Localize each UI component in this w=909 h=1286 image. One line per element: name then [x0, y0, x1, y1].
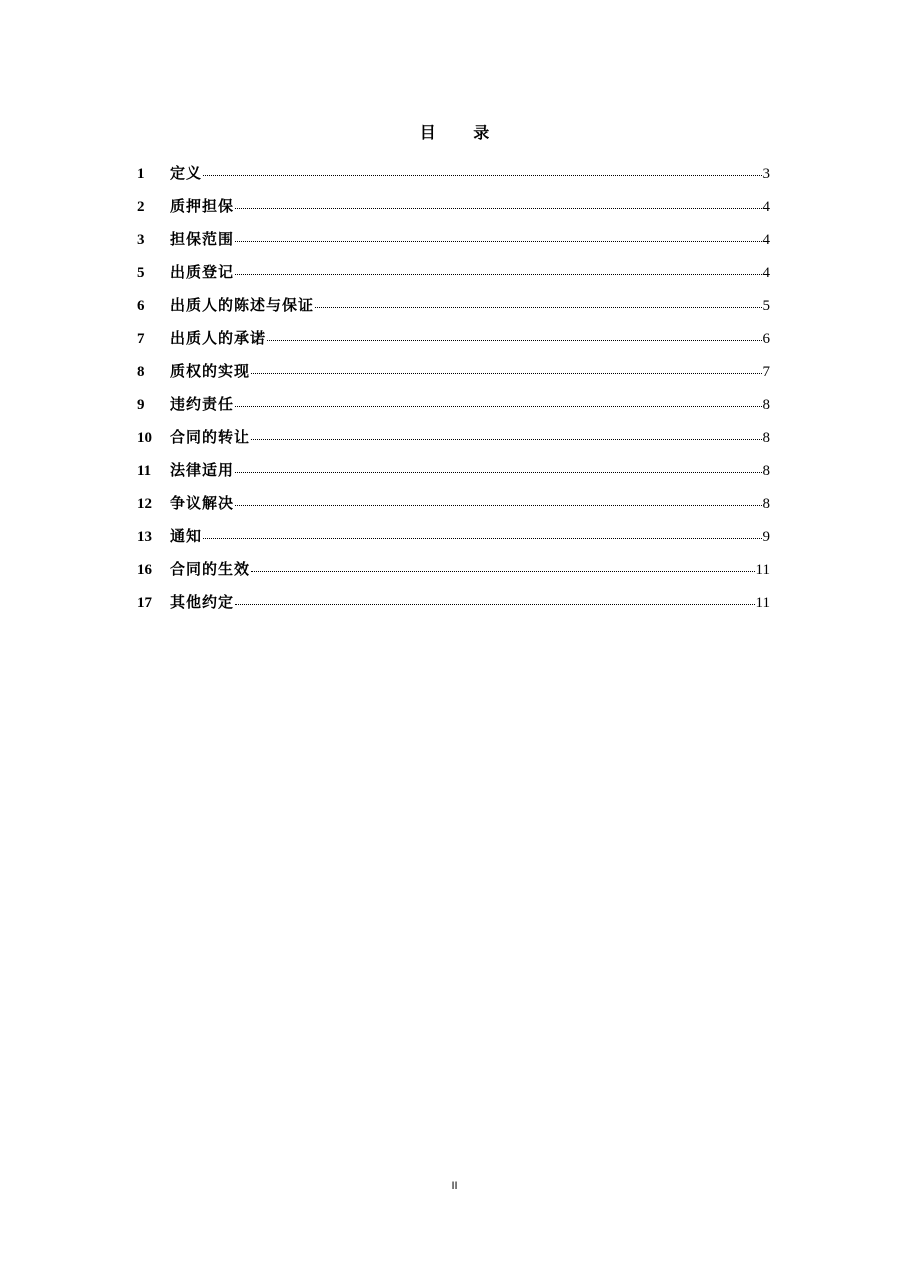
toc-dot-leader	[251, 372, 761, 374]
toc-dot-leader	[235, 504, 761, 506]
toc-entry-title: 定义	[170, 164, 203, 182]
toc-entry-page: 11	[755, 562, 770, 578]
toc-entry-number: 16	[137, 562, 152, 578]
toc-entry-title: 质权的实现	[170, 362, 251, 380]
toc-entry-number: 12	[137, 496, 152, 512]
toc-entry-number: 3	[137, 232, 145, 248]
toc-dot-leader	[267, 339, 761, 341]
toc-entry[interactable]	[137, 160, 770, 193]
toc-entry[interactable]	[137, 523, 770, 556]
toc-list	[137, 160, 770, 622]
toc-entry[interactable]	[137, 226, 770, 259]
toc-entry-title: 法律适用	[170, 461, 235, 479]
toc-entry-number: 7	[137, 331, 145, 347]
toc-entry-title: 出质登记	[170, 263, 235, 281]
toc-entry-page: 4	[762, 265, 770, 281]
toc-entry[interactable]	[137, 457, 770, 490]
toc-entry-title: 违约责任	[170, 395, 235, 413]
toc-dot-leader	[251, 570, 755, 572]
toc-entry[interactable]	[137, 589, 770, 622]
toc-entry[interactable]	[137, 556, 770, 589]
toc-entry-page: 8	[762, 397, 770, 413]
toc-entry-title: 通知	[170, 527, 203, 545]
page-number: II	[451, 1180, 458, 1192]
toc-entry-title: 出质人的陈述与保证	[170, 296, 315, 314]
toc-entry-page: 7	[762, 364, 770, 380]
toc-entry[interactable]	[137, 424, 770, 457]
toc-dot-leader	[235, 240, 761, 242]
toc-entry-number: 2	[137, 199, 145, 215]
toc-entry[interactable]	[137, 259, 770, 292]
toc-entry-page: 4	[762, 199, 770, 215]
toc-entry-page: 5	[762, 298, 770, 314]
toc-dot-leader	[235, 471, 761, 473]
toc-dot-leader	[315, 306, 761, 308]
toc-entry-title: 争议解决	[170, 494, 235, 512]
toc-entry-number: 13	[137, 529, 152, 545]
toc-entry-page: 6	[762, 331, 770, 347]
toc-entry-page: 3	[762, 166, 770, 182]
toc-entry[interactable]	[137, 193, 770, 226]
toc-dot-leader	[251, 438, 761, 440]
toc-entry-title: 其他约定	[170, 593, 235, 611]
toc-dot-leader	[235, 207, 761, 209]
toc-dot-leader	[235, 405, 761, 407]
toc-entry-title: 质押担保	[170, 197, 235, 215]
toc-entry-title: 合同的生效	[170, 560, 251, 578]
toc-dot-leader	[203, 174, 761, 176]
toc-dot-leader	[235, 273, 761, 275]
toc-entry[interactable]	[137, 391, 770, 424]
toc-entry-page: 8	[762, 463, 770, 479]
toc-entry-page: 8	[762, 430, 770, 446]
toc-entry-page: 11	[755, 595, 770, 611]
toc-entry-title: 合同的转让	[170, 428, 251, 446]
toc-title: 目 录	[419, 123, 506, 142]
toc-entry-number: 17	[137, 595, 152, 611]
toc-entry[interactable]	[137, 490, 770, 523]
toc-entry[interactable]	[137, 292, 770, 325]
toc-entry-number: 8	[137, 364, 145, 380]
toc-entry-number: 10	[137, 430, 152, 446]
toc-entry-number: 5	[137, 265, 145, 281]
toc-entry[interactable]	[137, 325, 770, 358]
toc-entry-number: 1	[137, 166, 145, 182]
toc-entry-page: 4	[762, 232, 770, 248]
toc-entry-title: 出质人的承诺	[170, 329, 267, 347]
toc-dot-leader	[203, 537, 761, 539]
toc-entry-number: 9	[137, 397, 145, 413]
toc-entry-page: 9	[762, 529, 770, 545]
toc-entry-number: 11	[137, 463, 152, 479]
toc-entry-page: 8	[762, 496, 770, 512]
toc-dot-leader	[235, 603, 755, 605]
toc-entry[interactable]	[137, 358, 770, 391]
toc-entry-title: 担保范围	[170, 230, 235, 248]
toc-entry-number: 6	[137, 298, 145, 314]
